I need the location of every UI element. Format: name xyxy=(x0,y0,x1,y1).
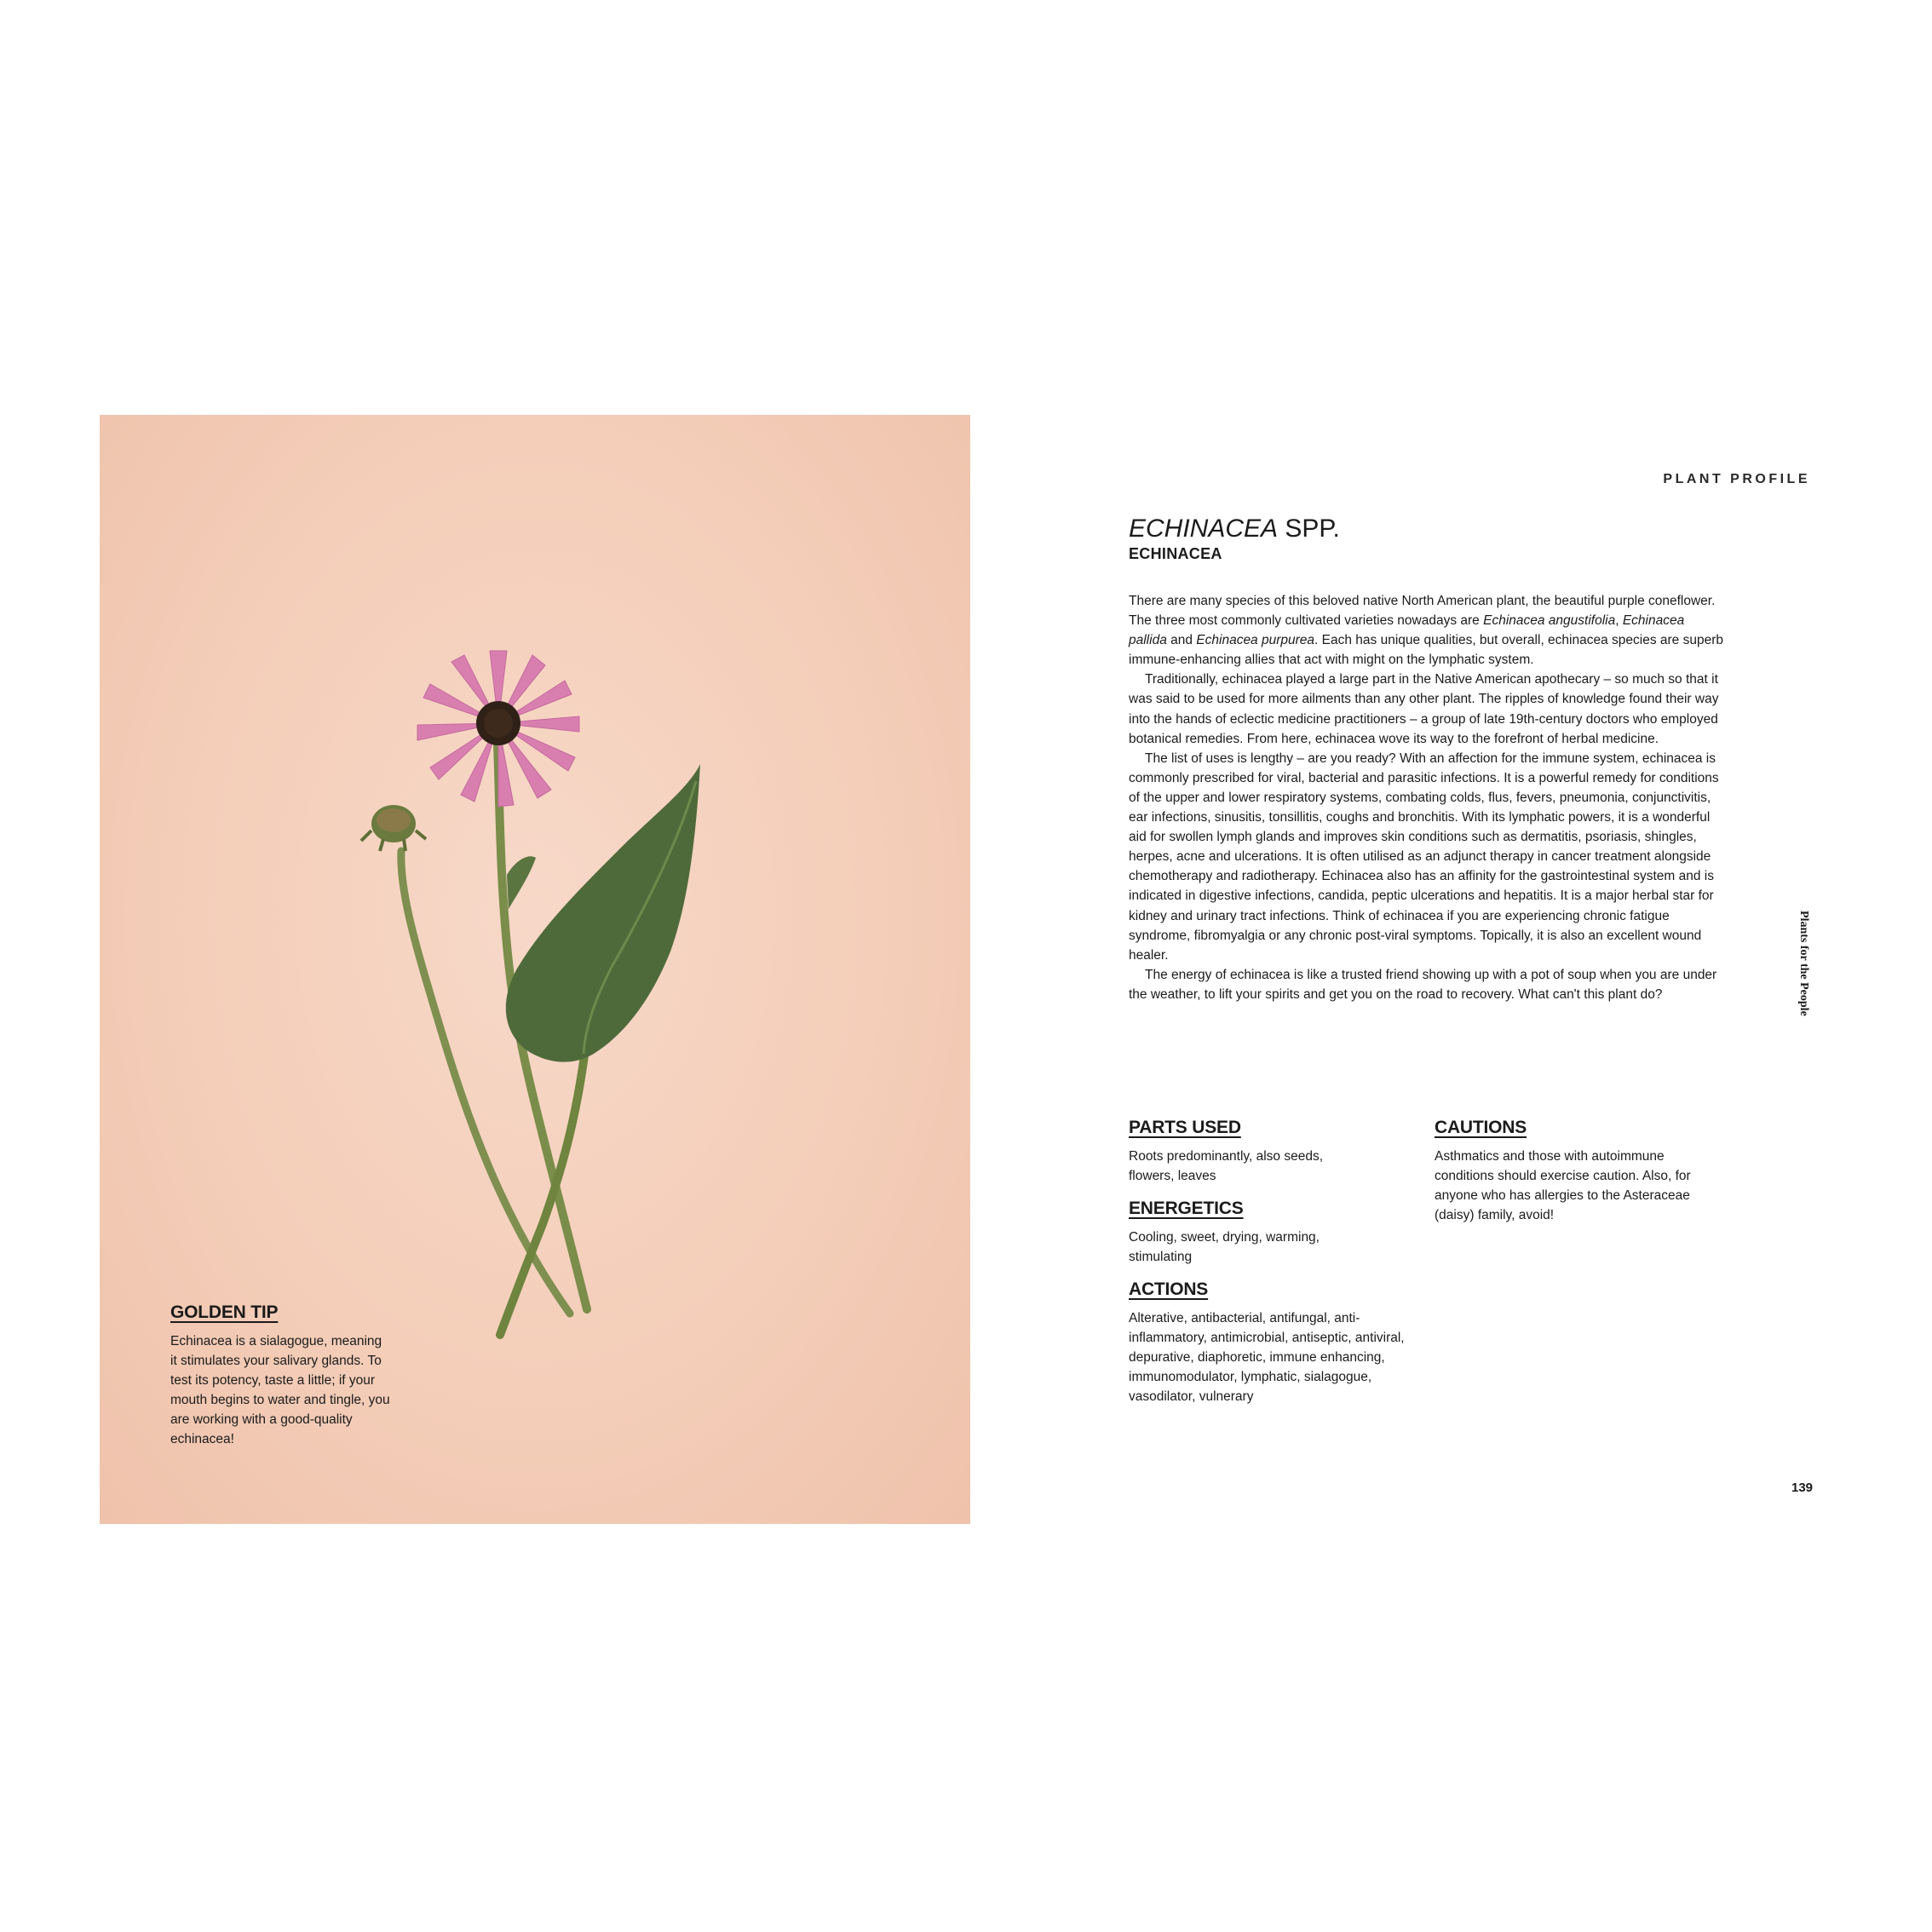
flower-bud xyxy=(361,805,426,851)
small-leaf xyxy=(507,856,536,909)
common-name-title: ECHINACEA xyxy=(1129,545,1222,562)
photo-panel xyxy=(100,415,970,1524)
species-separator: , xyxy=(1615,613,1623,629)
bud-stem xyxy=(401,851,570,1314)
spec-column-right xyxy=(1435,1118,1724,1238)
latin-genus: ECHINACEA xyxy=(1129,515,1279,543)
paragraph-1-outro: . Each has unique qualities, but overall, echinacea species are superb immune-enhancing allies that act with might on the lymphatic system. xyxy=(1129,633,1723,668)
book-side-title: Plants for the People xyxy=(1797,911,1810,1016)
parts-used-block xyxy=(1129,1118,1418,1186)
spec-column-left xyxy=(1129,1118,1418,1419)
energetics-heading: ENERGETICS xyxy=(1129,1199,1244,1218)
paragraph-1-intro: There are many species of this beloved native North American plant, the beautiful purple coneflower. The three most commonly cultivated varieties nowadays are xyxy=(1129,594,1716,629)
energetics-block xyxy=(1129,1199,1418,1267)
parts-used-text: Roots predominantly, also seeds, flowers, leaves xyxy=(1129,1149,1324,1183)
latin-suffix: SPP. xyxy=(1278,515,1340,543)
leaf-stem xyxy=(500,1049,585,1335)
actions-heading: ACTIONS xyxy=(1129,1279,1209,1299)
running-head: PLANT PROFILE xyxy=(1663,472,1810,486)
species-angustifolia: Echinacea angustifolia xyxy=(1483,613,1616,629)
golden-tip-heading: GOLDEN TIP xyxy=(170,1302,279,1322)
golden-tip-box xyxy=(170,1302,392,1449)
plant-title-block xyxy=(1129,515,1340,563)
species-pallida: Echinacea pallida xyxy=(1129,613,1685,648)
cautions-text: Asthmatics and those with autoimmune conditions should exercise caution. Also, for anyone who has allergies to the Asteraceae (daisy) family, avoid! xyxy=(1435,1149,1691,1222)
cautions-block xyxy=(1435,1118,1724,1225)
parts-used-heading: PARTS USED xyxy=(1129,1118,1241,1137)
golden-tip-text: Echinacea is a sialagogue, meaning it stimulates your salivary glands. To test its potency, taste a little; if your mouth begins to water and tingle, you are working with a good-quality echinacea! xyxy=(170,1334,390,1446)
actions-block xyxy=(1129,1279,1418,1406)
body-copy xyxy=(1129,591,1725,1004)
species-separator: and xyxy=(1166,633,1197,648)
flower-head xyxy=(417,651,579,807)
cautions-heading: CAUTIONS xyxy=(1435,1118,1527,1137)
latin-name-title xyxy=(1129,515,1340,543)
body-paragraph-2: Traditionally, echinacea played a large part in the Native American apothecary – so much so that it was said to be used for more ailments than any other plant. The ripples of knowledge found their way into the hands of eclectic medicine practitioners – a group of late 19th-century doctors who employed botanical remedies. From here, echinacea wove its way to the forefront of herbal medicine. xyxy=(1129,672,1719,746)
body-paragraph-1 xyxy=(1129,591,1725,670)
body-paragraph-3: The list of uses is lengthy – are you ready? With an affection for the immune system, echinacea is commonly prescribed for viral, bacterial and parasitic infections. It is a powerful remedy for conditions of the upper and lower respiratory systems, combating colds, flus, fevers, pneumonia, conjunctivitis, ear infections, sinusitis, tonsillitis, coughs and bronchitis. With its lymphatic powers, it is a wonderful aid for swollen lymph glands and improves skin conditions such as dermatitis, psoriasis, shingles, herpes, acne and ulcerations. It is often utilised as an adjunct therapy in cancer treatment alongside chemotherapy and radiotherapy. Echinacea also has an affinity for the gastrointestinal system and is indicated in digestive infections, candida, peptic ulcerations and hepatitis. It is a major herbal star for kidney and urinary tract infections. Think of echinacea if you are experiencing chronic fatigue syndrome, fibromyalgia or any chronic post-viral symptoms. Topically, it is also an excellent wound healer. xyxy=(1129,750,1719,963)
page-number: 139 xyxy=(1791,1481,1814,1495)
body-paragraph-4: The energy of echinacea is like a trusted friend showing up with a pot of soup when you are under the weather, to lift your spirits and get you on the road to recovery. What can't this plant do? xyxy=(1129,967,1717,1002)
species-purpurea: Echinacea purpurea xyxy=(1196,633,1315,648)
energetics-text: Cooling, sweet, drying, warming, stimulating xyxy=(1129,1230,1320,1264)
actions-text: Alterative, antibacterial, antifungal, anti-inflammatory, antimicrobial, antiseptic, antiviral, depurative, diaphoretic, immune enhancing, immunomodulator, lymphatic, sialagogue, vasodilator, vulnerary xyxy=(1129,1311,1405,1404)
large-leaf xyxy=(506,764,700,1062)
